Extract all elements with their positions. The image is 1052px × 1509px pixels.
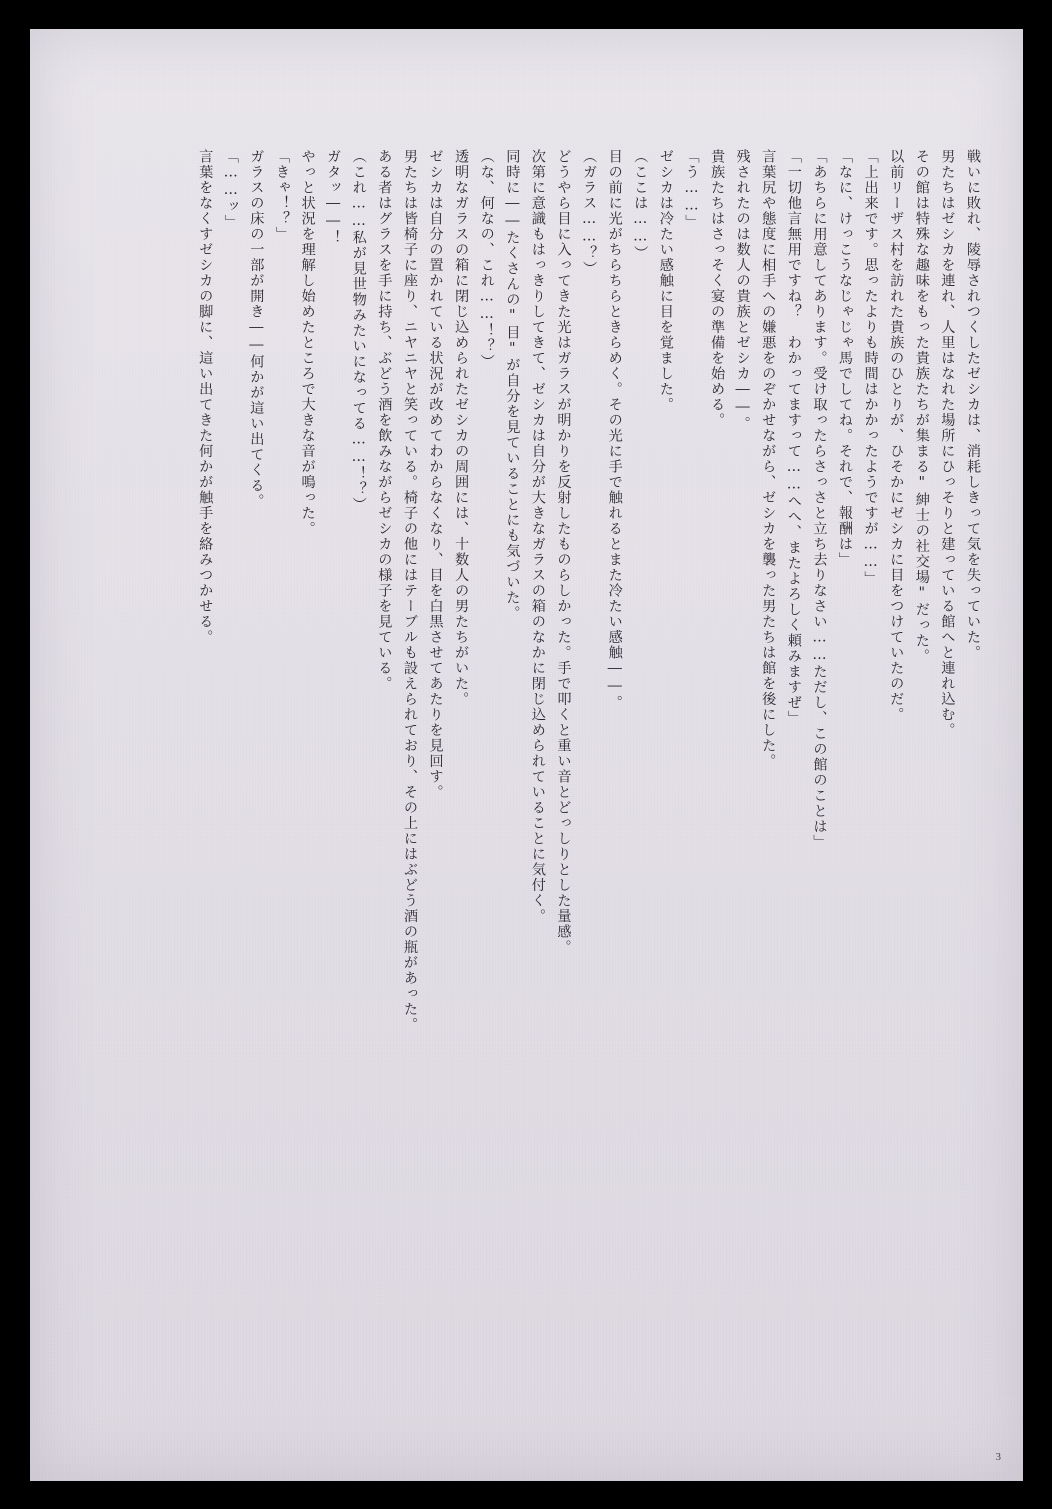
body-line: 残されたのは数人の貴族とゼシカ――。: [734, 149, 751, 432]
body-line: ゼシカは冷たい感触に目を覚ました。: [657, 149, 674, 413]
body-line: その館は特殊な趣味をもった貴族たちが集まる"紳士の社交場"だった。: [913, 149, 930, 665]
body-line: 以前リーザス村を訪れた貴族のひとりが、ひそかにゼシカに目をつけていたのだ。: [888, 149, 905, 723]
body-line: ゼシカは自分の置かれている状況が改めてわからなくなり、目を白黒させてあたりを見回す。: [427, 149, 444, 800]
body-line: やっと状況を理解し始めたところで大きな音が鳴った。: [299, 149, 316, 537]
body-line: 「なに、けっこうなじゃじゃ馬でしてね。それで、報酬は」: [837, 149, 854, 568]
body-line: 次第に意識もはっきりしてきて、ゼシカは自分が大きなガラスの箱のなかに閉じ込められていることに気付く。: [529, 149, 546, 924]
body-line: 「きゃ！？」: [273, 149, 290, 242]
body-line: 目の前に光がちらちらときらめく。その光に手で触れるとまた冷たい感触――。: [606, 149, 623, 711]
body-line: 透明なガラスの箱に閉じ込められたゼシカの周囲には、十数人の男たちがいた。: [453, 149, 470, 707]
body-line: 男たちは皆椅子に座り、ニヤニヤと笑っている。椅子の他にはテーブルも設えられており、その上にはぶどう酒の瓶があった。: [401, 149, 418, 1033]
page-number: 3: [995, 1451, 1001, 1463]
body-line: 貴族たちはさっそく宴の準備を始める。: [709, 149, 726, 428]
body-line: 「一切他言無用ですね？ わかってますって……へへ、またよろしく頼みますぜ」: [785, 149, 802, 727]
body-line: 言葉をなくすゼシカの脚に、這い出てきた何かが触手を絡みつかせる。: [197, 149, 214, 645]
body-line: 男たちはゼシカを連れ、人里はなれた場所にひっそりと建っている館へと連れ込む。: [939, 149, 956, 738]
body-line: 「……ッ」: [222, 149, 239, 231]
body-line: （これ……私が見世物みたいになってる……！？）: [350, 149, 367, 513]
body-line: ある者はグラスを手に持ち、ぶどう酒を飲みながらゼシカの様子を見ている。: [376, 149, 393, 692]
body-line: 「あちらに用意してあります。受け取ったらさっさと立ち去りなさい……ただし、この館のことは」: [811, 149, 828, 851]
body-line: （な、何なの、これ……！？）: [478, 149, 495, 370]
body-line: 「う……」: [683, 149, 700, 231]
body-line: 戦いに敗れ、陵辱されつくしたゼシカは、消耗しきって気を失っていた。: [965, 149, 981, 661]
body-line: （ここは……）: [632, 149, 649, 262]
paper-sheet: [30, 29, 1023, 1481]
body-line: どうやら目に入ってきた光はガラスが明かりを反射したものらしかった。手で叩くと重い音とどっしりとした量感。: [555, 149, 572, 955]
body-line: ガラスの床の一部が開き――何かが這い出てくる。: [248, 149, 265, 510]
body-line: 言葉尻や態度に相手への嫌悪をのぞかせながら、ゼシカを襲った男たちは館を後にした。: [760, 149, 777, 769]
body-line: 「上出来です。思ったよりも時間はかかったようですが……」: [862, 149, 879, 587]
body-line: ガタッ――！: [325, 149, 342, 246]
body-line: （ガラス……？）: [581, 149, 598, 277]
body-line: 同時に――たくさんの"目"が自分を見ていることにも気づいた。: [504, 149, 521, 622]
body-text-vertical: [192, 149, 985, 1359]
